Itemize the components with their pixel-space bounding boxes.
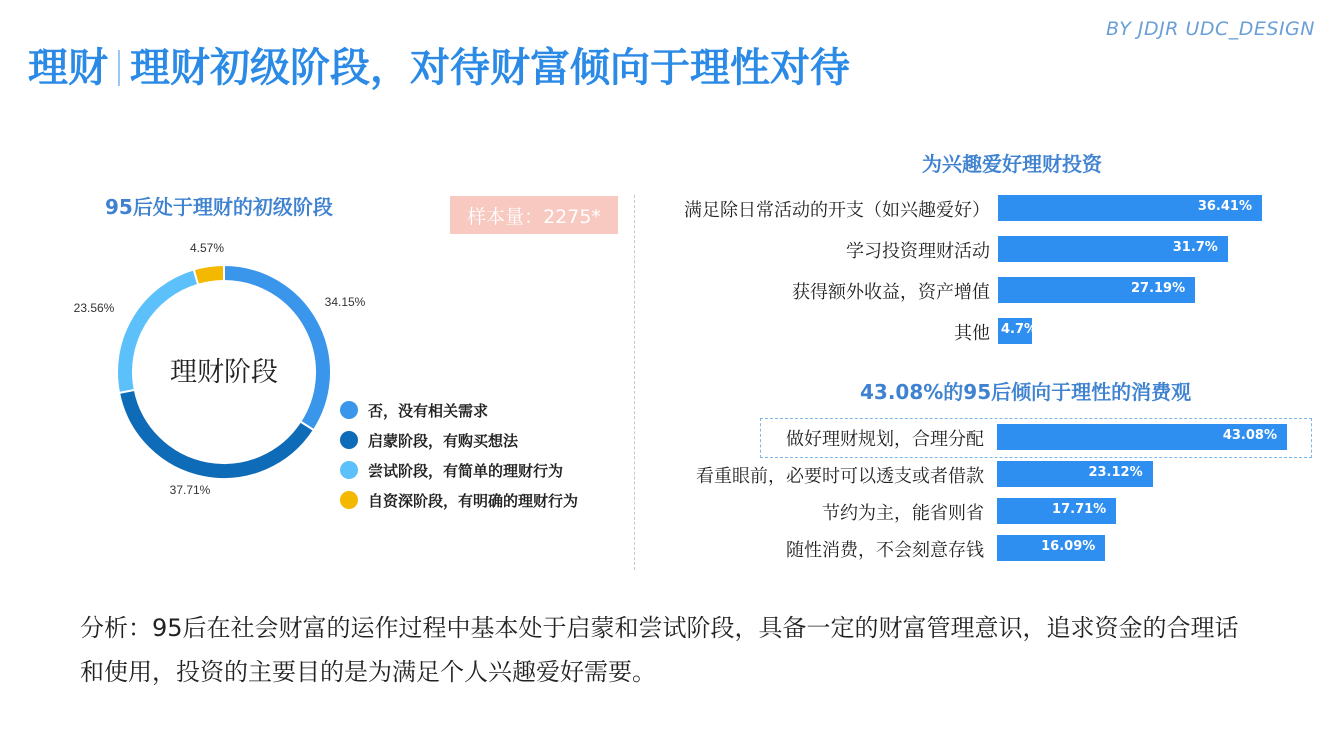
bar-category-label: 做好理财规划，合理分配: [786, 429, 984, 450]
analysis-text: 分析：95后在社会财富的运作过程中基本处于启蒙和尝试阶段，具备一定的财富管理意识，追求资金的合理话和使用，投资的主要目的是为满足个人兴趣爱好需要。: [80, 614, 1239, 686]
donut-chart-title: 95后处于理财的初级阶段: [105, 195, 333, 219]
bar: [998, 318, 1038, 344]
legend-item: [340, 425, 578, 455]
bar-category-label: 节约为主，能省则省: [822, 503, 984, 524]
vertical-divider: [634, 195, 635, 570]
bar-category-label: 获得额外收益，资产增值: [792, 282, 990, 303]
bar-value-label: 31.7%: [1172, 240, 1218, 255]
legend-label: 自资深阶段，有明确的理财行为: [368, 491, 579, 510]
bar-value-label: 36.41%: [1197, 199, 1252, 214]
bar-category-label: 看重眼前，必要时可以透支或者借款: [696, 466, 984, 487]
bar-category-label: 随性消费，不会刻意存钱: [786, 540, 984, 561]
legend-label: 启蒙阶段，有购买想法: [368, 431, 519, 450]
bar-category-label: 学习投资理财活动: [846, 241, 990, 262]
legend-item: [340, 485, 578, 515]
bar-value-label: 16.09%: [1041, 539, 1096, 554]
page-title-section: 理财: [28, 45, 108, 91]
donut-slice-label-3: 4.57%: [189, 241, 225, 255]
donut-slice-0: [224, 265, 331, 430]
bar: [997, 424, 1287, 450]
legend-item: [340, 395, 578, 425]
bar-value-label: 17.71%: [1052, 502, 1107, 517]
page-title-main: 理财初级阶段，对待财富倾向于理性对待: [130, 45, 850, 91]
sample-size-badge: 样本量：2275*: [450, 196, 618, 234]
bar-value-label: 23.12%: [1088, 465, 1143, 480]
bar-value-label: 4.7%: [1001, 322, 1038, 337]
legend-item: [340, 455, 578, 485]
bar-value-label: 27.19%: [1130, 281, 1186, 296]
donut-slice-label-2: 23.56%: [73, 301, 115, 315]
bar-category-label: 满足除日常活动的开支（如兴趣爱好）: [684, 200, 990, 221]
legend-swatch: [340, 431, 358, 449]
legend-swatch: [340, 461, 358, 479]
bar-category-label: 其他: [954, 323, 990, 344]
bar: [997, 461, 1153, 487]
bar: [997, 535, 1105, 561]
donut-legend: [340, 395, 578, 515]
donut-slice-3: [194, 265, 224, 285]
legend-label: 否，没有相关需求: [368, 401, 489, 420]
legend-label: 尝试阶段，有简单的理财行为: [368, 461, 564, 480]
donut-slice-1: [119, 390, 314, 479]
bar: [998, 277, 1195, 303]
brand-watermark: BY JDJR UDC_DESIGN: [1106, 18, 1315, 40]
bar: [998, 195, 1262, 221]
consumption-chart-title: 43.08%的95后倾向于理性的消费观: [860, 380, 1192, 404]
donut-center-label: 理财阶段: [170, 357, 278, 388]
legend-swatch: [340, 401, 358, 419]
bar: [997, 498, 1116, 524]
interest-chart-title: 为兴趣爱好理财投资: [922, 152, 1102, 176]
donut-slice-label-1: 37.71%: [169, 483, 211, 497]
legend-swatch: [340, 491, 358, 509]
bar-value-label: 43.08%: [1222, 428, 1277, 443]
donut-slice-label-0: 34.15%: [324, 295, 366, 309]
bar: [998, 236, 1228, 262]
